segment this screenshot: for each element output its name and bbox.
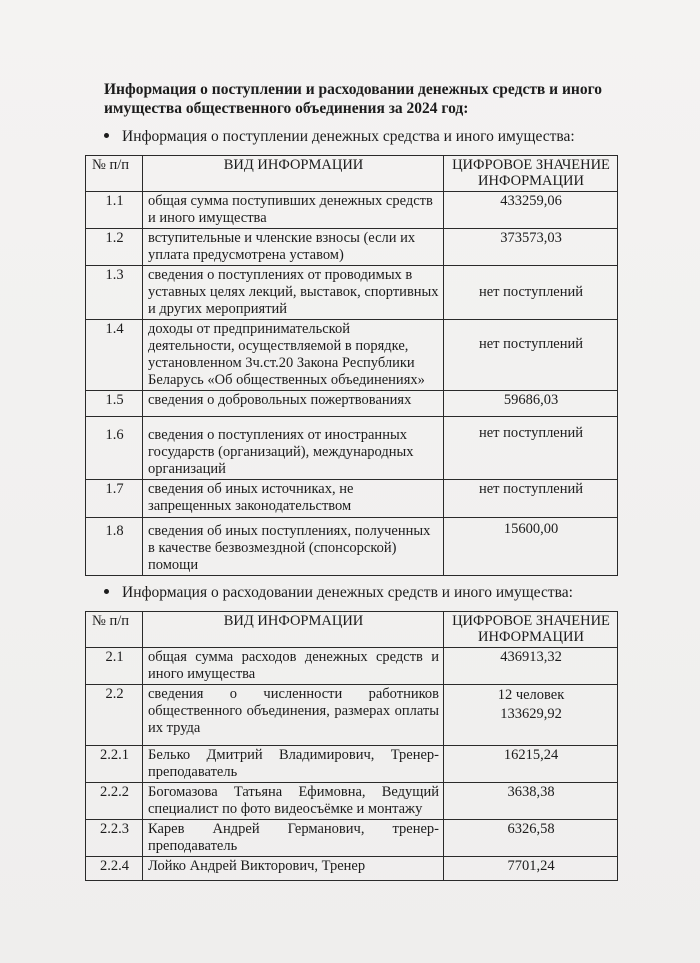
header-value: ЦИФРОВОЕ ЗНАЧЕНИЕ ИНФОРМАЦИИ (444, 156, 618, 192)
row-num: 1.4 (86, 320, 143, 391)
row-type: Лойко Андрей Викторович, Тренер (143, 857, 444, 881)
row-type: сведения об иных поступлениях, полученных в качестве безвозмездной (спонсорской) помощи (143, 518, 444, 576)
row-type: сведения о поступлениях от иностранных государств (организаций), международных организаций (143, 417, 444, 480)
row-value: нет поступлений (444, 266, 618, 320)
row-type: общая сумма расходов денежных средств и иного имущества (143, 648, 444, 685)
row-type: Карев Андрей Германович, тренер-преподаватель (143, 820, 444, 857)
row-type: сведения о добровольных пожертвованиях (143, 391, 444, 417)
row-value (444, 685, 618, 746)
header-num: № п/п (86, 156, 143, 192)
row-num: 2.1 (86, 648, 143, 685)
header-num: № п/п (86, 612, 143, 648)
document-title: Информация о поступлении и расходовании денежных средств и иного имущества общественного объединения за 2024 год: (104, 81, 602, 117)
table-row (86, 857, 618, 881)
row-type: сведения о поступлениях от проводимых в уставных целях лекций, выставок, спортивных и других мероприятий (143, 266, 444, 320)
row-num: 1.1 (86, 192, 143, 229)
table-header-row (86, 612, 618, 648)
row-num: 2.2 (86, 685, 143, 746)
header-type: ВИД ИНФОРМАЦИИ (143, 612, 444, 648)
row-type: сведения о численности работников общественного объединения, размерах оплаты их труда (143, 685, 444, 746)
row-value: 433259,06 (444, 192, 618, 229)
row-num: 2.2.3 (86, 820, 143, 857)
row-value: 3638,38 (444, 783, 618, 820)
row-value: 7701,24 (444, 857, 618, 881)
row-num: 1.6 (86, 417, 143, 480)
row-type: сведения об иных источниках, не запрещенных законодательством (143, 480, 444, 518)
row-num: 1.7 (86, 480, 143, 518)
table-row (86, 820, 618, 857)
table-row (86, 783, 618, 820)
section-heading-expense-text: Информация о расходовании денежных средств и иного имущества: (122, 584, 573, 601)
row-type: Богомазова Татьяна Ефимовна, Ведущий специалист по фото видеосъёмке и монтажу (143, 783, 444, 820)
row-value: 59686,03 (444, 391, 618, 417)
row-num: 1.3 (86, 266, 143, 320)
bullet-icon (104, 589, 109, 594)
row-value: нет поступлений (444, 320, 618, 391)
row-type: вступительные и членские взносы (если их уплата предусмотрена уставом) (143, 229, 444, 266)
row-value: 6326,58 (444, 820, 618, 857)
row-value-line-1: 12 человек (497, 687, 565, 703)
row-value: нет поступлений (444, 417, 618, 480)
row-value: нет поступлений (444, 480, 618, 518)
table-row (86, 229, 618, 266)
row-num: 1.5 (86, 391, 143, 417)
row-num: 2.2.4 (86, 857, 143, 881)
table-row (86, 320, 618, 391)
row-num: 2.2.2 (86, 783, 143, 820)
header-type: ВИД ИНФОРМАЦИИ (143, 156, 444, 192)
table-row (86, 417, 618, 480)
header-value: ЦИФРОВОЕ ЗНАЧЕНИЕ ИНФОРМАЦИИ (444, 612, 618, 648)
row-value: 16215,24 (444, 746, 618, 783)
section-heading-income (104, 127, 575, 146)
row-num: 2.2.1 (86, 746, 143, 783)
table-row (86, 266, 618, 320)
table-row (86, 685, 618, 746)
row-value-line-2: 133629,92 (500, 706, 562, 722)
table-row (86, 391, 618, 417)
table-header-row (86, 156, 618, 192)
row-value: 436913,32 (444, 648, 618, 685)
table-row (86, 192, 618, 229)
row-num: 1.8 (86, 518, 143, 576)
row-type: Белько Дмитрий Владимирович, Тренер-преподаватель (143, 746, 444, 783)
row-num: 1.2 (86, 229, 143, 266)
section-heading-income-text: Информация о поступлении денежных средства и иного имущества: (122, 128, 575, 145)
row-value: 373573,03 (444, 229, 618, 266)
table-row (86, 480, 618, 518)
table-row (86, 518, 618, 576)
row-value: 15600,00 (444, 518, 618, 576)
income-table (85, 155, 618, 576)
section-heading-expense (104, 583, 573, 602)
table-row (86, 746, 618, 783)
row-type: общая сумма поступивших денежных средств и иного имущества (143, 192, 444, 229)
table-row (86, 648, 618, 685)
bullet-icon (104, 133, 109, 138)
expense-table (85, 611, 618, 881)
row-type: доходы от предпринимательской деятельности, осуществляемой в порядке, установленном 3ч.ст.20 Закона Республики Беларусь «Об общественных объединениях» (143, 320, 444, 391)
